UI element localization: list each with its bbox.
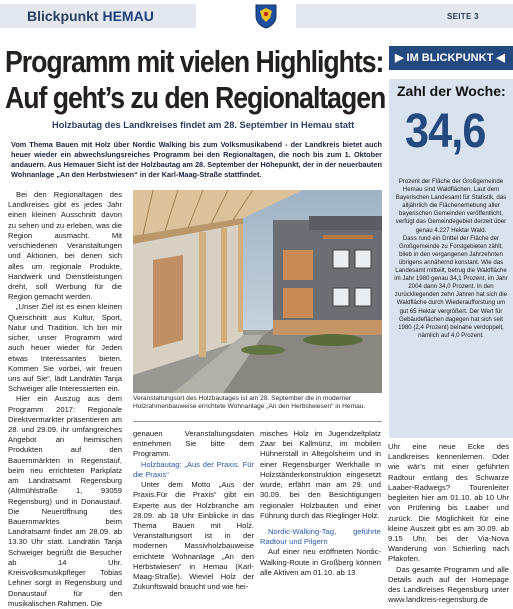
headline-line-2: Auf geht’s zu den Regionaltagen — [5, 80, 386, 115]
sidebar-text — [394, 178, 508, 340]
article-column-3 — [260, 429, 381, 578]
column-4-paragraph: Das gesamte Programm und alle Details auch auf der Homepage des Landkreises Regensburg unter www.landkreis-regensburg.de — [388, 564, 509, 605]
column-2-body: Unter dem Motto „Aus der Praxis.Für die Praxis“ gibt ein Experte aus der Holzbranche am 28.09. ab 18 Uhr Einblicke in das Thema Bauen mit Holz. Veranstaltungsort ist in der modernen Massivholzbauweise errichtete Wohnanlage „An den Herbstwiesen“ in Hemau (Karl-Maag-Straße). Wieviel Holz der Zukunftswald braucht und wie hei- — [133, 480, 254, 592]
column-4-paragraph: Uhr eine neue Ecke des Landkreises kennenlernen. Oder wie wär’s mit einer geführten Radtour entlang des Schwarze Laaber-Radwegs? Tourenleiter begleiten hier am 01.10. ab 10 Uhr von Prüfening bis Laaber und zurück. Die Möglichkeit für eine kleine Auszeit gibt es am 30.09. ab 9.15 Uhr, bei der Via-Nova Wanderung von Schierling nach Pfakofen. — [388, 442, 509, 564]
header-band-right — [296, 4, 513, 28]
kicker-place: HEMAU — [102, 8, 154, 24]
column-3-heading: Nordic-Walking-Tag, geführte Radtour und Pilgern — [260, 526, 381, 547]
sidebar-number: 34,6 — [405, 105, 486, 158]
page-header — [0, 0, 513, 32]
column-1-paragraph: Bei den Regionaltagen des Landkreises gibt es jedes Jahr einen kleinen Ausschnitt davon zu sehen und zu erleben, was die Region ausmacht. Mit verschiedenen Veranstaltungen und Aktionen, bei denen sich alles um regionale Produkte, Handwerk und Dienstleistungen dreht, soll Werbung für die Region gemacht werden. — [8, 190, 122, 302]
article-column-2 — [133, 429, 254, 593]
column-3-body-2: Auf einer neu eröffneten Nordic-Walking-Route in Großberg können alle Aktiven am 01.10. ab 13 — [260, 547, 381, 577]
sidebar-paragraph: Prozent der Fläche der Großgemeinde Hemau sind Waldflächen. Laut dem Bayerischen Landesamt für Statistik, das alljährlich die Flächenerhebung aller bayerischen Gemeinden veröffentlicht, verfügt das Gemeindegebiet derzeit über genau 4.227 Hektar Wald. — [395, 178, 507, 234]
headline-line-1: Programm mit vielen Highlights: — [5, 44, 384, 79]
building-photo-illustration — [133, 190, 382, 393]
coat-of-arms-icon — [254, 3, 278, 29]
column-1-paragraph: „Unser Ziel ist es einen kleinen Querschnitt aus Kultur, Sport, Natur und Tradition. Ich bin mir sicher, unser Programm wird auch heuer wieder für Jeden etwas Interessantes bieten. Kommen Sie vorbei, wir freuen uns auf Sie“, lädt Landrätin Tanja Schweiger alle Interessierten ein. — [8, 302, 122, 394]
section-kicker — [27, 8, 154, 24]
article-subhead: Holzbautag des Landkreises findet am 28. September in Hemau statt — [52, 120, 355, 130]
page-number-label: SEITE 3 — [447, 12, 479, 21]
column-2-intro: genauen Veranstaltungsdaten entnehmen Sie bitte dem Programm. — [133, 429, 254, 459]
caption-divider — [133, 421, 382, 422]
sidebar-paragraph: Dass rund ein Drittel der Fläche der Großgemeinde zu Forstgebieten zählt, blieb in den vergangenen Jahrzehnten übrigens annähernd konstant. Wie das Landesamt mitteilt, betrug die Waldfläche im Jahr 1980 genau 34,1 Prozent, im Jahr 2004 dann 34,0 Prozent. In den zurückliegenden zehn Jahren hat sich die Waldfläche durch Wiederaufforstung um gut 65 Hektar vergrößert. Der Wert für Gebäudeflächen dagegen hat sich seit 1980 (2,4 Prozent) beinahe verdoppelt, nämlich auf 4,0 Prozent. — [394, 234, 508, 339]
article-headline — [5, 44, 386, 116]
kicker-prefix: Blickpunkt — [27, 8, 99, 24]
article-column-4 — [388, 442, 509, 606]
article-column-1 — [8, 190, 122, 609]
article-photo — [133, 190, 382, 393]
sidebar-title: Zahl der Woche: — [397, 83, 506, 99]
column-3-body: misches Holz im Jugendzeltplatz Zaar bei Kallmünz, im mobilen Hühnerstall in Altegolsheim und in einer Regensburger Werkhalle in Holzständerkonstruktion eingesetzt wurde, erfährt man am 29. und 30.09. bei den Besichtigungen regionaler Holzbauten und einer Führung durch das Rieglinger Holz. — [260, 429, 381, 520]
article-lead: Vom Thema Bauen mit Holz über Nordic Walking bis zum Volksmusikabend - der Landkreis bietet auch heuer wieder ein abwechslungsreiches Programm bei den Regionaltagen, die noch bis zum 1. Oktober andauern. Aus Hemauer Sicht ist der Holzbautag am 28. September der Höhepunkt, der in der neuerbauten Wohnanlage „An den Herbstwiesen“ in der Karl-Maag-Straße stattfindet. — [11, 140, 382, 180]
column-2-heading: Holzbautag: „Aus der Praxis. Für die Praxis“ — [133, 459, 254, 479]
photo-caption: Veranstaltungsort des Holzbautages ist am 28. September die in moderner Holzrahmenbauweise errichtete Wohnanlage „An den Herbstwiesen“ in Hemau. — [133, 395, 366, 411]
sidebar-section-label: ▶ IM BLICKPUNKT ◀ — [389, 46, 513, 70]
column-1-paragraph: Hier ein Auszug aus dem Programm 2017: Regionale Direktvermarkter präsentieren am 28. und 29.09. ihr umfangreiches Angebot an heimischen Produkten auf den Bauernmärkten in Regenstauf, beim neu errichteten Parkplatz am Landratsamt Regensburg (Altmühlstraße 1, 93059 Regensburg) und in Donaustauf. Die Neueröffnung des Bauernmarktes beim Landratsamt findet am 28.09. ab 13.30 Uhr statt. Landrätin Tanja Schweiger begrüßt die Besucher ab 14 Uhr. Kreisvolksmusikpfleger Tobias Lehner sorgt in Regensburg und Donaustauf für den musikalischen Rahmen. Die — [8, 394, 122, 608]
